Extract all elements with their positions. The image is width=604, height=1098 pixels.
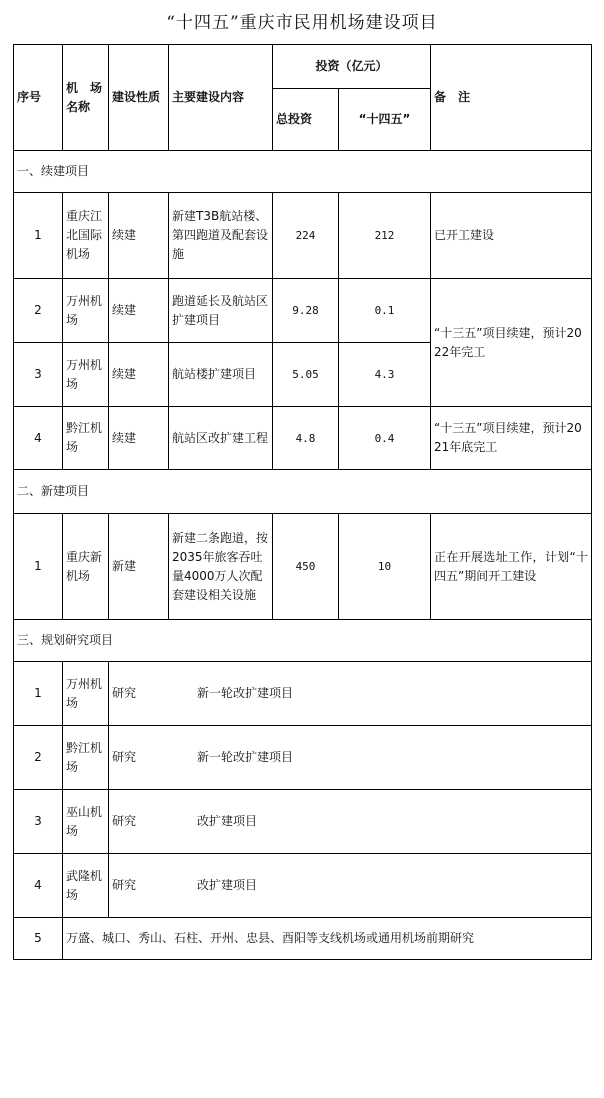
cell-content: 改扩建项目 [197, 878, 258, 892]
cell-total: 5.05 [273, 343, 339, 407]
airport-projects-table [13, 44, 592, 960]
table-row [14, 662, 592, 726]
cell-remark: 正在开展选址工作，计划“十四五”期间开工建设 [431, 514, 592, 620]
section-row [14, 620, 592, 662]
table-row [14, 279, 592, 343]
header-content: 主要建设内容 [169, 45, 273, 151]
cell-airport: 武隆机场 [63, 854, 109, 918]
table-row [14, 407, 592, 470]
cell-content: 航站区改扩建工程 [169, 407, 273, 470]
cell-total: 450 [273, 514, 339, 620]
cell-nature-content [109, 726, 592, 790]
cell-content: 改扩建项目 [197, 814, 258, 828]
header-row-1 [14, 45, 592, 89]
header-remark: 备 注 [431, 45, 592, 151]
header-nature: 建设性质 [109, 45, 169, 151]
cell-nature: 续建 [109, 193, 169, 279]
cell-content: 跑道延长及航站区扩建项目 [169, 279, 273, 343]
table-row [14, 854, 592, 918]
cell-seq: 3 [14, 790, 63, 854]
header-fyp: “十四五” [339, 89, 431, 151]
cell-remark: 已开工建设 [431, 193, 592, 279]
cell-nature: 研究 [112, 750, 137, 764]
cell-fyp: 0.1 [339, 279, 431, 343]
cell-nature-content [109, 790, 592, 854]
table-row [14, 193, 592, 279]
cell-remark-merged: “十三五”项目续建，预计2022年完工 [431, 279, 592, 407]
cell-nature-content [109, 662, 592, 726]
section-title-new: 二、新建项目 [14, 470, 592, 514]
header-seq: 序号 [14, 45, 63, 151]
cell-nature: 研究 [112, 686, 137, 700]
header-investment: 投资（亿元） [273, 45, 431, 89]
cell-content: 新一轮改扩建项目 [197, 750, 294, 764]
cell-airport: 巫山机场 [63, 790, 109, 854]
cell-remark: “十三五”项目续建，预计2021年底完工 [431, 407, 592, 470]
cell-content: 新建T3B航站楼、第四跑道及配套设施 [169, 193, 273, 279]
section-title-continued: 一、续建项目 [14, 151, 592, 193]
cell-fyp: 212 [339, 193, 431, 279]
cell-seq: 2 [14, 279, 63, 343]
cell-airport: 黔江机场 [63, 407, 109, 470]
table-row [14, 726, 592, 790]
cell-seq: 1 [14, 662, 63, 726]
cell-fyp: 0.4 [339, 407, 431, 470]
cell-airport: 黔江机场 [63, 726, 109, 790]
cell-airport: 重庆新机场 [63, 514, 109, 620]
cell-nature: 研究 [112, 878, 137, 892]
cell-nature: 续建 [109, 343, 169, 407]
table-row [14, 514, 592, 620]
cell-seq: 4 [14, 854, 63, 918]
page-title: “十四五”重庆市民用机场建设项目 [166, 13, 438, 33]
cell-nature: 新建 [109, 514, 169, 620]
cell-nature-content [109, 854, 592, 918]
cell-seq: 1 [14, 514, 63, 620]
cell-merged-text: 万盛、城口、秀山、石柱、开州、忠县、酉阳等支线机场或通用机场前期研究 [63, 918, 592, 960]
cell-airport: 万州机场 [63, 662, 109, 726]
cell-airport: 重庆江北国际机场 [63, 193, 109, 279]
cell-nature: 研究 [112, 814, 137, 828]
section-title-planned: 三、规划研究项目 [14, 620, 592, 662]
table-row [14, 790, 592, 854]
cell-nature: 续建 [109, 407, 169, 470]
cell-fyp: 10 [339, 514, 431, 620]
cell-airport: 万州机场 [63, 343, 109, 407]
cell-fyp: 4.3 [339, 343, 431, 407]
cell-airport: 万州机场 [63, 279, 109, 343]
cell-content: 新建二条跑道，按2035年旅客吞吐量4000万人次配套建设相关设施 [169, 514, 273, 620]
cell-content: 航站楼扩建项目 [169, 343, 273, 407]
header-airport: 机 场名称 [63, 45, 109, 151]
cell-seq: 1 [14, 193, 63, 279]
cell-seq: 4 [14, 407, 63, 470]
table-row [14, 918, 592, 960]
header-total: 总投资 [273, 89, 339, 151]
cell-total: 4.8 [273, 407, 339, 470]
cell-total: 9.28 [273, 279, 339, 343]
section-row [14, 470, 592, 514]
cell-content: 新一轮改扩建项目 [197, 686, 294, 700]
cell-seq: 2 [14, 726, 63, 790]
cell-seq: 3 [14, 343, 63, 407]
cell-total: 224 [273, 193, 339, 279]
cell-nature: 续建 [109, 279, 169, 343]
cell-seq: 5 [14, 918, 63, 960]
section-row [14, 151, 592, 193]
